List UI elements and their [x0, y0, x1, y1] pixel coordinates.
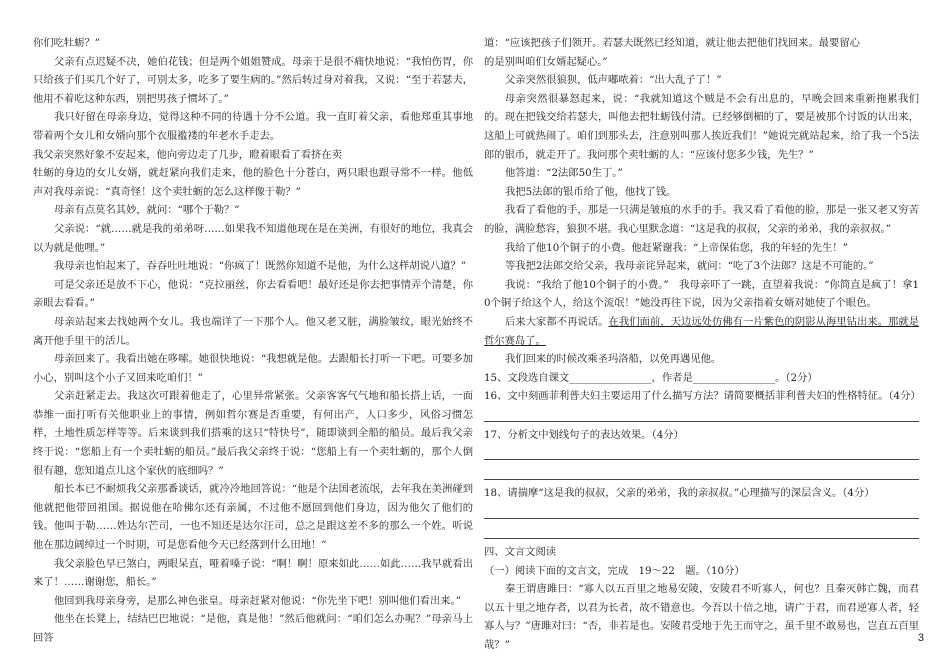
passage-continuation: [484, 34, 919, 276]
paragraph: 我们回来的时候改乘圣玛洛船，以免再遇见他。: [505, 353, 722, 366]
paragraph: 船长本已不耐烦我父亲那番谈话，就冷冷地回答说：“他是个法国老流氓，去年我在美洲碰到他就把他带回祖国。据说他在哈佛尔还有亲属，不过他不愿回到他们身边，因为他欠了他们的钱。他叫于勒……姓达尔芒司，一也不知还是达尔汪司，总之是跟这差不多的那么一个姓。听说他在那边阔绰过一个时期，可是您看他今天已经落到什么田地！”: [33, 483, 473, 552]
answer-line[interactable]: [484, 464, 919, 480]
page-number: 3: [917, 632, 924, 644]
paragraph: 父亲有点迟疑不决，她伯花钱；但是两个姐姐赞成。母亲于是很不痛快地说：“我怕伤胃，你只给孩子们买几个好了，可别太多，吃多了要生病的。”然后转过身对着我，又说：“至于若瑟夫，他用不着吃这种东西，别把男孩子惯坏了。”: [33, 55, 473, 105]
classical-passage: 秦王谓唐雎曰：“寡人以五百里之地易安陵，安陵君不听寡人，何也？且秦灭韩亡魏，而君以五十里之地存者，以君为长者，故不错意也。今吾以十倍之地，请广于君，而君逆寡人者，轻寡人与？”唐雎对曰：“否，非若是也。安陵君受地于先王而守之，虽千里不敢易也，岂直五百里哉？”: [484, 583, 919, 652]
paragraph: 的是别叫咱们女婿起疑心。”: [484, 55, 608, 68]
paragraph: 我看了看他的手，那是一只满是皱痕的水手的手。我又看了看他的脸，那是一张又老又穷苦的脸，满脸愁容，狼狈不堪。我心里默念道：“这是我的叔叔，父亲的弟弟，我的亲叔叔。”: [484, 204, 919, 235]
paragraph: [484, 313, 919, 350]
left-column: [33, 34, 473, 648]
paragraph: 母亲站起来去找她两个女儿。我也端详了一下那个人。他又老又脏，满脸皱纹，眼光始终不离开他手里干的活儿。: [33, 315, 473, 347]
underlined-sentence: 在我们面前，天边远处仿佛有一片紫色的阴影从海里钻出来。那就是哲尔赛岛了。: [484, 315, 920, 347]
paragraph: 我母亲也怕起来了，吞吞吐吐地说：“你疯了！既然你知道不是他，为什么这样胡说八道？”: [54, 260, 467, 273]
question-15: 15、文段选自课文________________，作者是________________。（2分）: [484, 371, 818, 384]
paragraph: 牡蛎的身边的女儿女婿，就赶紧向我们走来，他的脸色十分苍白，两只眼也跟寻常不一样。他低声对我母亲说：“真奇怪！这个卖牡蛎的怎么这样像于勒？”: [33, 167, 473, 198]
paragraph: 他答道：“2法郎50生丁。”: [505, 167, 623, 180]
answer-line[interactable]: [484, 406, 919, 422]
paragraph-text: 后来大家都不再说话。: [505, 315, 609, 328]
question-18: 18、请揣摩“这是我的叔叔，父亲的弟弟，我的亲叔叔。”心理描写的深层含义。（4分）: [484, 487, 875, 500]
paragraph: 我把5法郎的银币给了他，他找了钱。: [505, 185, 677, 198]
paragraph: 道：“应该把孩子们领开。若瑟夫既然已经知道，就让他去把他们找回来。最要留心: [484, 37, 860, 49]
paragraph: 我给了他10个铜子的小费。他赶紧谢我：“上帝保佑您，我的年轻的先生！”: [505, 241, 848, 254]
paragraph: 母亲有点莫名其妙，就问：“哪个于勒？”: [54, 204, 240, 217]
paragraph: 你们吃牡蛎？”: [33, 37, 101, 49]
paragraph: 他回到我母亲身旁，是那么神色张皇。母亲赶紧对他说：“你先坐下吧！别叫他们看出来。”: [54, 594, 461, 607]
subsection-heading: （一）阅读下面的文言文，完成 19～22 题。（10分）: [484, 564, 745, 577]
paragraph: 我说：“我给了他10个铜子的小费。” 我母亲吓了一跳，直望着我说：“你简直是疯了！拿10个铜子给这个人，给这个流氓！”她没再往下说，因为父亲指着女婿对她使了个眼色。: [484, 278, 919, 310]
paragraph: 我父亲突然好象不安起来，他向旁边走了几步，瞪着眼看了看挤在卖: [33, 148, 342, 161]
question-17: 17、分析文中划线句子的表达效果。（4分）: [484, 428, 684, 441]
paragraph: 我父亲脸色早已煞白，两眼呆直，哑着嗓子说：“啊！啊！原来如此……如此……我早就看出来了！……谢谢您，船长。”: [33, 557, 473, 589]
answer-line[interactable]: [484, 503, 919, 519]
paragraph: 等我把2法郎交给父亲，我母亲诧异起来，就问：“吃了3个法郎？这是不可能的。”: [505, 260, 874, 273]
paragraph: 我只好留在母亲身边，觉得这种不同的待遇十分不公道。我一直盯着父亲，看他郑重其事地带着两个女儿和女婿向那个衣服褴褛的年老水手走去。: [33, 111, 473, 142]
right-column: [484, 34, 919, 655]
paragraph: 父亲说：“就……就是我的弟弟呀……如果我不知道他现在是在美洲，有很好的地位，我真会以为就是他哩。”: [33, 222, 473, 254]
answer-line[interactable]: [484, 523, 919, 539]
paragraph: 他坐在长凳上，结结巴巴地说：“是他，真是他！”然后他就问：“咱们怎么办呢？”母亲马上回答: [33, 613, 473, 644]
passage-ending: [484, 276, 919, 369]
answer-line[interactable]: [484, 444, 919, 460]
paragraph: 母亲突然很暴怒起来，说：“我就知道这个贼是不会有出息的，早晚会回来重新拖累我们的。现在把钱交给若瑟夫，叫他去把牡蛎钱付清。已经够倒楣的了，要是被那个讨饭的认出来，这船上可就热闹了。咱们到那头去，注意别叫那人挨近我们！”她说完就站起来，给了我一个5法郎的银币，就走开了。我问那个卖牡蛎的人：“应该付您多少钱，先生？”: [484, 92, 919, 161]
paragraph: 母亲回来了。我看出她在哆嗦。她很快地说：“我想就是他。去跟船长打听一下吧。可要多加小心，别叫这个小子又回来吃咱们！”: [33, 353, 473, 384]
paragraph: 可是父亲还是放不下心，他说：“克拉丽丝，你去看看吧！最好还是你去把事情弄个清楚，你亲眼去看看。”: [33, 278, 473, 310]
section-heading: 四、文言文阅读: [484, 546, 557, 559]
paragraph: 父亲突然很狼狈，低声嘟哝着：“出大乱子了！”: [505, 74, 722, 87]
question-16: 16、文中刻画菲利普夫妇主要运用了什么描写方法？请简要概括菲利普夫妇的性格特征。（4分）: [484, 390, 921, 403]
paragraph: 父亲赶紧走去。我这次可跟着他走了，心里异常紧张。父亲客客气气地和船长搭上话，一面恭维一面打听有关他职业上的事情，例如哲尔赛是否重要，有何出产，人口多少，风俗习惯怎样，土地性质怎样等等。后来谈到我们搭乘的这只“特快号”，随即谈到全船的船员。最后我父亲终于说：“您船上有一个卖牡蛎的船员。”最后我父亲终于说：“您船上有一个卖牡蛎的，那个人倒很有趣，您知道点儿这个家伙的底细吗？”: [33, 390, 473, 477]
